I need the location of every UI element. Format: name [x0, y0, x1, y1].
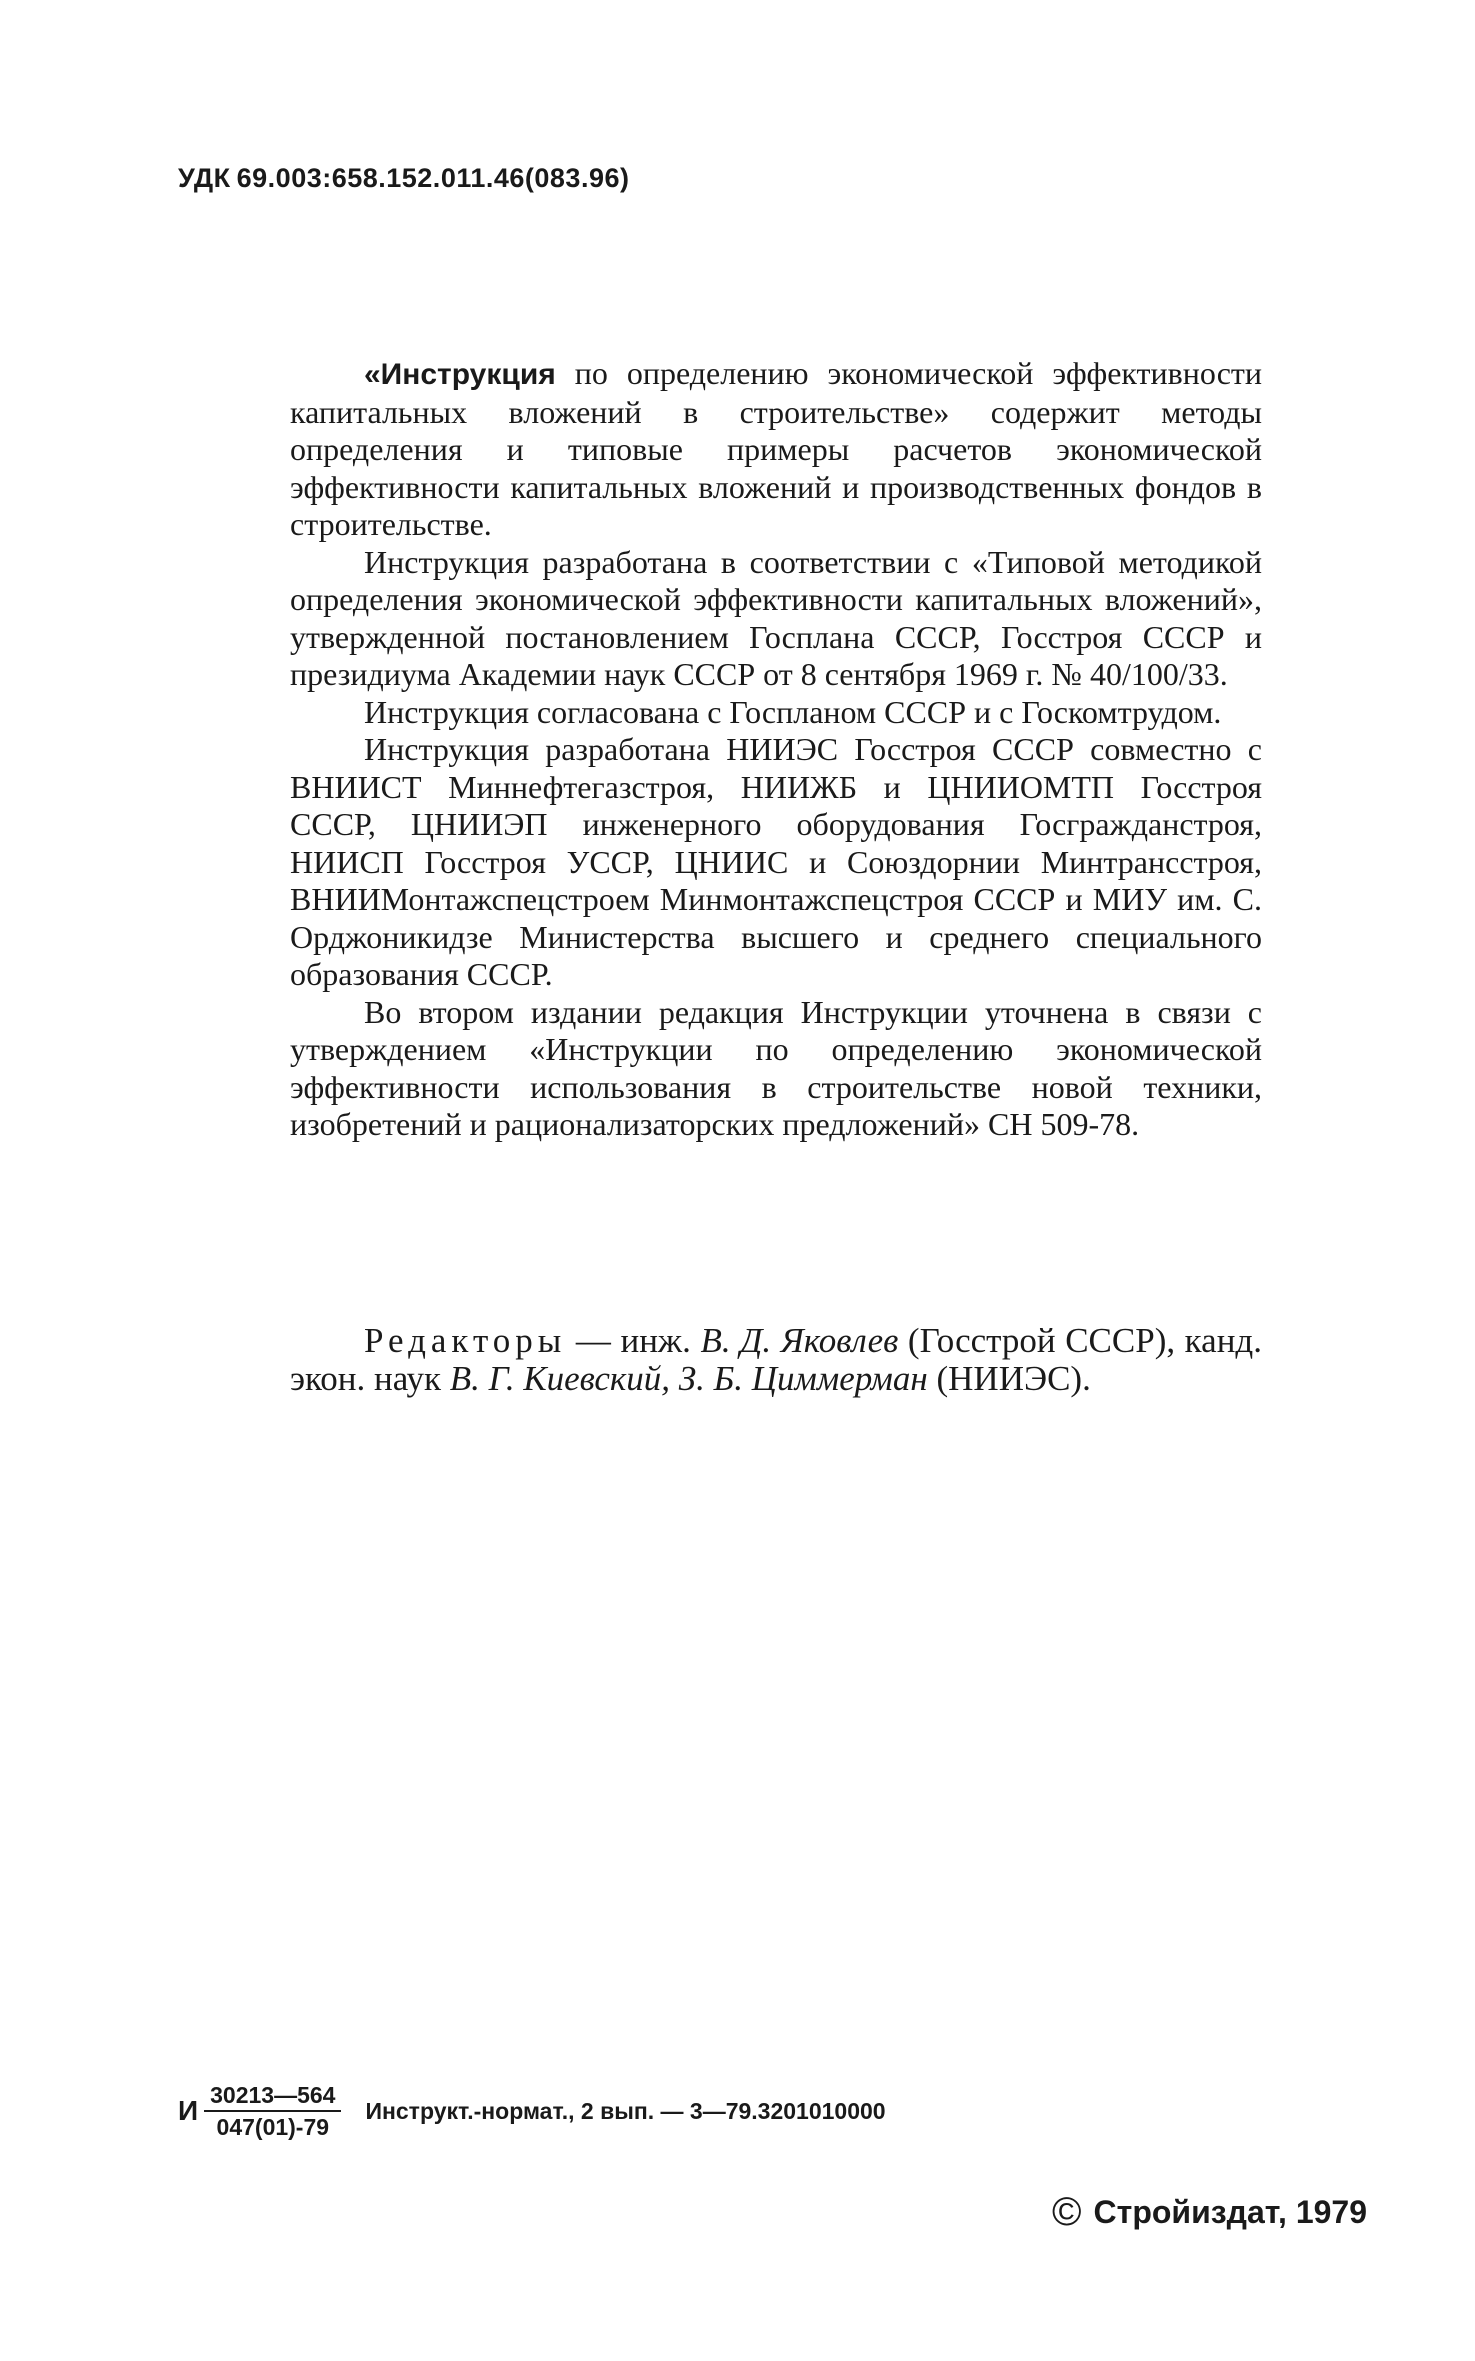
paragraph-1-rest: по определению экономической эффективности капитальных вложений в строительстве» содержит методы определения и типовые примеры расчетов экономической эффективности капитальных вложений и производственных фондов в строительстве.	[290, 355, 1262, 542]
paragraph-5: Во втором издании редакция Инструкции уточнена в связи с утверждением «Инструкции по определению экономической эффективности использования в строительстве новой техники, изобретений и рационализаторских предложений» СН 509-78.	[290, 993, 1262, 1142]
index-numerator: 30213—564	[204, 2080, 341, 2112]
index-fraction	[204, 2080, 341, 2142]
paragraph-3: Инструкция согласована с Госпланом СССР и с Госкомтрудом.	[364, 693, 1222, 730]
udk-code: 69.003:658.152.011.46(083.96)	[236, 163, 630, 193]
index-details: Инструкт.-нормат., 2 вып. — 3—79.3201010000	[365, 2097, 886, 2124]
editors-text-2: (НИИЭС).	[927, 1359, 1091, 1398]
paragraph-4: Инструкция разработана НИИЭС Госстроя СССР совместно с ВНИИСТ Миннефтегазстроя, НИИЖБ и ЦНИИОМТП Госстроя СССР, ЦНИИЭП инженерного оборудования Госгражданстроя, НИИСП Госстроя УССР, ЦНИИС и Союздорнии Минтрансстроя, ВНИИМонтажспецстроем Минмонтажспецстроя СССР и МИУ им. С. Орджоникидзе Министерства высшего и среднего специального образования СССР.	[290, 731, 1262, 992]
index-denominator: 047(01)-79	[216, 2114, 330, 2140]
editors-label: Редакторы	[364, 1321, 567, 1360]
paragraph-1	[290, 355, 1262, 544]
editor-name-1: В. Д. Яковлев	[700, 1321, 899, 1360]
editors-dash: — инж.	[566, 1321, 701, 1360]
copyright-text: Стройиздат, 1979	[1093, 2194, 1367, 2230]
publication-index	[178, 2080, 886, 2142]
annotation-text	[290, 355, 1262, 1144]
lead-word: «Инструкция	[364, 358, 556, 391]
udk-label: УДК	[178, 163, 231, 193]
editor-name-2: В. Г. Киевский, З. Б. Циммерман	[449, 1359, 928, 1398]
copyright-icon: ©	[1052, 2190, 1082, 2234]
editors-paragraph	[290, 1322, 1262, 1398]
copyright-line	[1052, 2190, 1367, 2235]
paragraph-2: Инструкция разработана в соответствии с «Типовой методикой определения экономической эффективности капитальных вложений», утвержденной постановлением Госплана СССР, Госстроя СССР и президиума Академии наук СССР от 8 сентября 1969 г. № 40/100/33.	[290, 543, 1262, 692]
udk-line	[178, 163, 629, 194]
editors-text-1: (Госстрой СССР), канд. экон. наук	[290, 1321, 1262, 1398]
editors-block	[290, 1322, 1262, 1398]
index-prefix: И	[178, 2095, 199, 2126]
